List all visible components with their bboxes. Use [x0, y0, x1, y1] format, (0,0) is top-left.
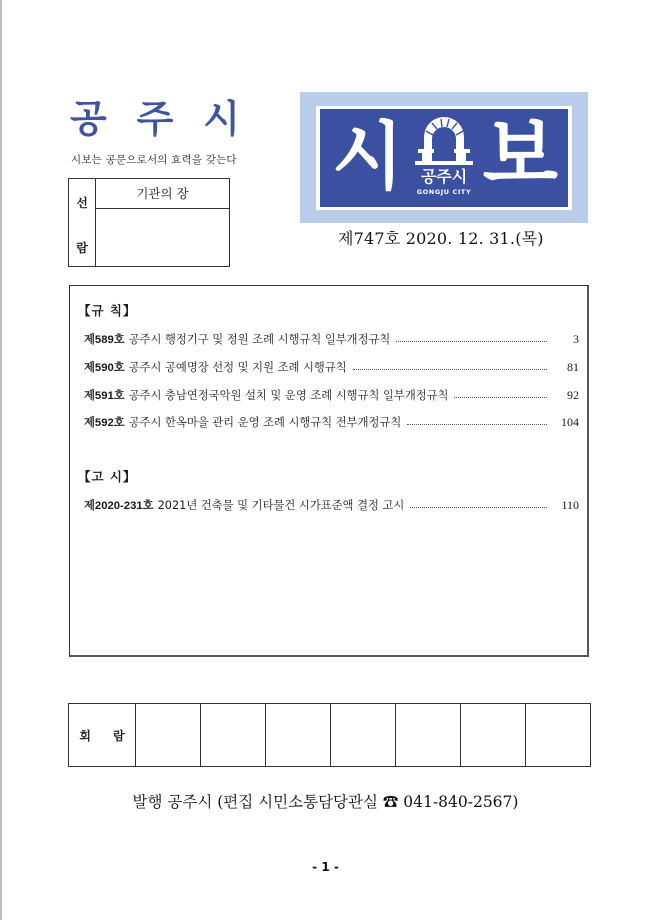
emblem-kr-text: 공주시 [420, 167, 468, 186]
page-title [70, 92, 240, 141]
circulation-cell [265, 704, 330, 766]
toc-item-page: 104 [561, 414, 579, 429]
title-char: 주 [136, 96, 174, 141]
logo-right-char: 보 [482, 110, 558, 200]
toc-item-number: 제590호 [84, 362, 125, 374]
toc-item-number: 제2020-231호 [84, 500, 154, 512]
subtitle: 시보는 공문으로서의 효력을 갖는다 [71, 154, 237, 166]
toc-item-title: 2021년 건축물 및 기타물건 시가표준액 결정 고시 [157, 499, 405, 512]
toc-item[interactable] [84, 386, 579, 404]
circulation-cell [460, 704, 525, 766]
circulation-label-char: 람 [113, 728, 125, 743]
toc-section-rules: 【규 칙】 [78, 303, 137, 318]
seonram-head-label: 기관의 장 [96, 179, 229, 209]
toc-item[interactable] [84, 413, 579, 431]
seonram-box [68, 178, 230, 267]
arch-gate-icon [410, 115, 478, 167]
toc-item-page: 92 [567, 387, 579, 402]
circulation-cell [200, 704, 265, 766]
sibo-logo [300, 92, 588, 223]
toc-item-number: 제589호 [84, 334, 125, 346]
toc-item-page: 81 [567, 359, 579, 374]
issue-number-date: 제747호 2020. 12. 31.(목) [338, 229, 544, 248]
toc-item-title: 공주시 공예명장 선정 및 지원 조례 시행규칙 [128, 361, 347, 374]
circulation-cell [395, 704, 460, 766]
seonram-side-label [69, 179, 96, 266]
toc-item-title: 공주시 한옥마을 관리 운영 조례 시행규칙 전부개정규칙 [128, 416, 402, 429]
dot-leader [353, 369, 547, 370]
toc-item-number: 제592호 [84, 417, 125, 429]
toc-item-page: 110 [561, 497, 579, 512]
page-number: - 1 - [312, 860, 339, 874]
circulation-cell [330, 704, 395, 766]
logo-frame [316, 106, 572, 210]
toc-item-number: 제591호 [84, 390, 125, 402]
toc-item-title: 공주시 행정기구 및 정원 조례 시행규칙 일부개정규칙 [128, 333, 391, 346]
dot-leader [454, 397, 547, 398]
seonram-label-top: 선 [76, 196, 88, 210]
dot-leader [410, 507, 547, 508]
toc-item[interactable] [84, 496, 579, 514]
circulation-label [69, 704, 135, 766]
toc-item[interactable] [84, 330, 579, 348]
circulation-label-char: 회 [79, 728, 91, 743]
toc-item-page: 3 [573, 331, 579, 346]
title-char: 공 [70, 96, 107, 141]
table-of-contents [69, 285, 589, 657]
dot-leader [396, 341, 547, 342]
title-char: 시 [203, 96, 240, 141]
dot-leader [407, 424, 547, 425]
toc-item-title: 공주시 충남연정국악원 설치 및 운영 조례 시행규칙 일부개정규칙 [128, 389, 449, 402]
toc-item[interactable] [84, 358, 579, 376]
logo-panel [320, 109, 568, 207]
circulation-table [68, 703, 591, 767]
circulation-cell [525, 704, 590, 766]
circulation-cell [135, 704, 200, 766]
seonram-label-bottom: 람 [76, 241, 88, 255]
emblem-en-text: GONGJU CITY [416, 188, 472, 196]
page-edge [0, 0, 2, 920]
city-emblem [410, 115, 478, 205]
publisher-line: 발행 공주시 (편집 시민소통담당관실 ☎ 041-840-2567) [132, 793, 519, 811]
logo-left-char: 시 [332, 114, 404, 200]
toc-section-notices: 【고 시】 [78, 469, 137, 484]
